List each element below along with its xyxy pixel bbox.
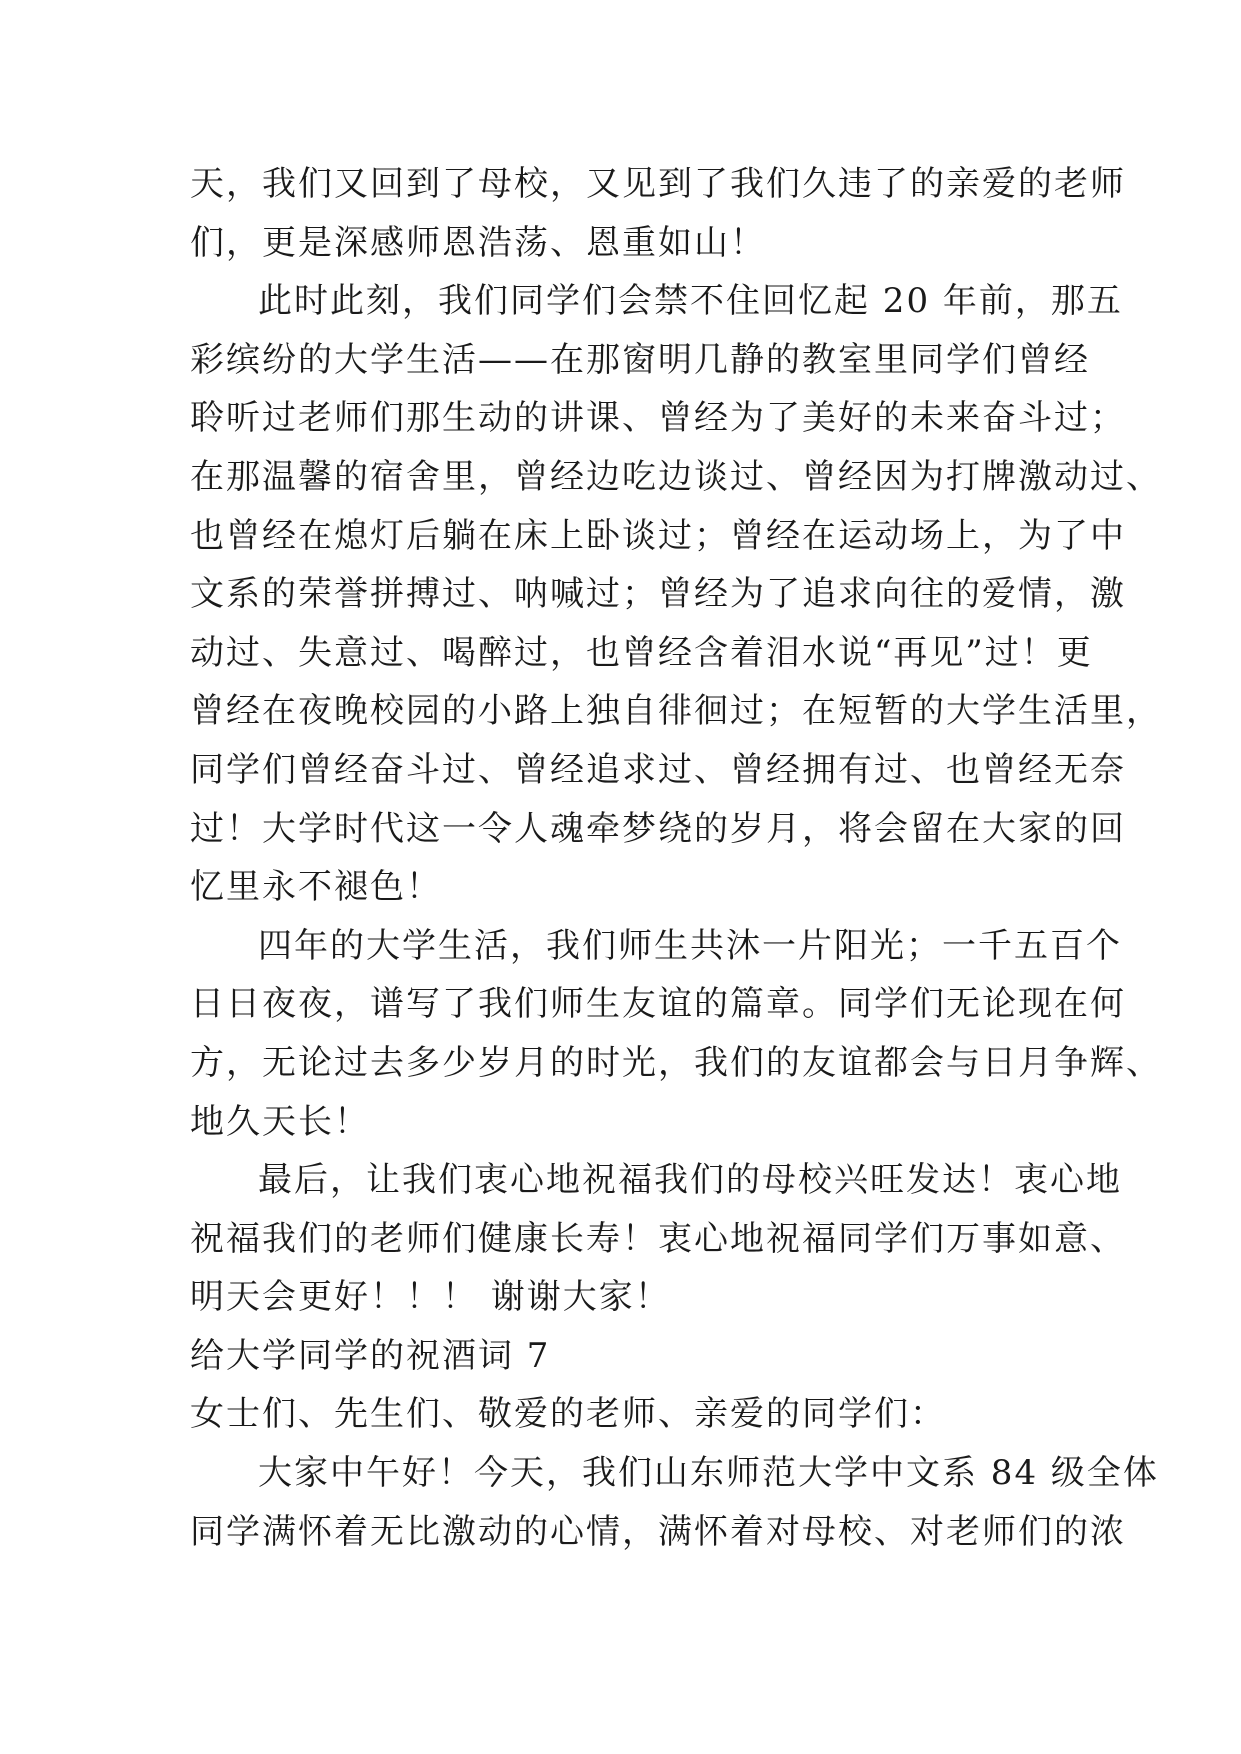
text-line: 动过、失意过、喝醉过，也曾经含着泪水说“再见”过！更 — [190, 632, 1093, 673]
text-line: 方，无论过去多少岁月的时光，我们的友谊都会与日月争辉、 — [190, 1042, 1162, 1083]
text-line: 过！大学时代这一令人魂牵梦绕的岁月，将会留在大家的回 — [190, 808, 1126, 849]
text-line: 曾经在夜晚校园的小路上独自徘徊过；在短暂的大学生活里， — [190, 691, 1162, 732]
salutation: 女士们、先生们、敬爱的老师、亲爱的同学们： — [190, 1394, 946, 1435]
text-line: 地久天长！ — [190, 1101, 370, 1142]
text-line: 也曾经在熄灯后躺在床上卧谈过；曾经在运动场上，为了中 — [190, 515, 1126, 556]
text-line: 明天会更好！！！ 谢谢大家！ — [190, 1277, 671, 1318]
text-line: 同学们曾经奋斗过、曾经追求过、曾经拥有过、也曾经无奈 — [190, 749, 1126, 790]
text-line: 聆听过老师们那生动的讲课、曾经为了美好的未来奋斗过； — [190, 398, 1126, 439]
text-line: 最后，让我们衷心地祝福我们的母校兴旺发达！衷心地 — [258, 1160, 1122, 1201]
section-heading: 给大学同学的祝酒词 7 — [190, 1335, 551, 1376]
document-body — [190, 155, 1162, 1561]
text-line: 四年的大学生活，我们师生共沐一片阳光；一千五百个 — [258, 925, 1122, 966]
text-line: 在那温馨的宿舍里，曾经边吃边谈过、曾经因为打牌激动过、 — [190, 456, 1162, 497]
text-line: 同学满怀着无比激动的心情，满怀着对母校、对老师们的浓 — [190, 1511, 1126, 1552]
text-line: 们，更是深感师恩浩荡、恩重如山！ — [190, 222, 766, 263]
text-line: 此时此刻，我们同学们会禁不住回忆起 20 年前，那五 — [258, 281, 1123, 322]
text-line: 大家中午好！今天，我们山东师范大学中文系 84 级全体 — [258, 1453, 1159, 1494]
text-line: 天，我们又回到了母校，又见到了我们久违了的亲爱的老师 — [190, 164, 1126, 204]
text-line: 忆里永不褪色！ — [190, 867, 442, 908]
text-line: 彩缤纷的大学生活——在那窗明几静的教室里同学们曾经 — [190, 339, 1090, 380]
text-line: 日日夜夜，谱写了我们师生友谊的篇章。同学们无论现在何 — [190, 984, 1126, 1025]
text-line: 文系的荣誉拼搏过、呐喊过；曾经为了追求向往的爱情，激 — [190, 574, 1126, 615]
text-line: 祝福我们的老师们健康长寿！衷心地祝福同学们万事如意、 — [190, 1218, 1126, 1259]
